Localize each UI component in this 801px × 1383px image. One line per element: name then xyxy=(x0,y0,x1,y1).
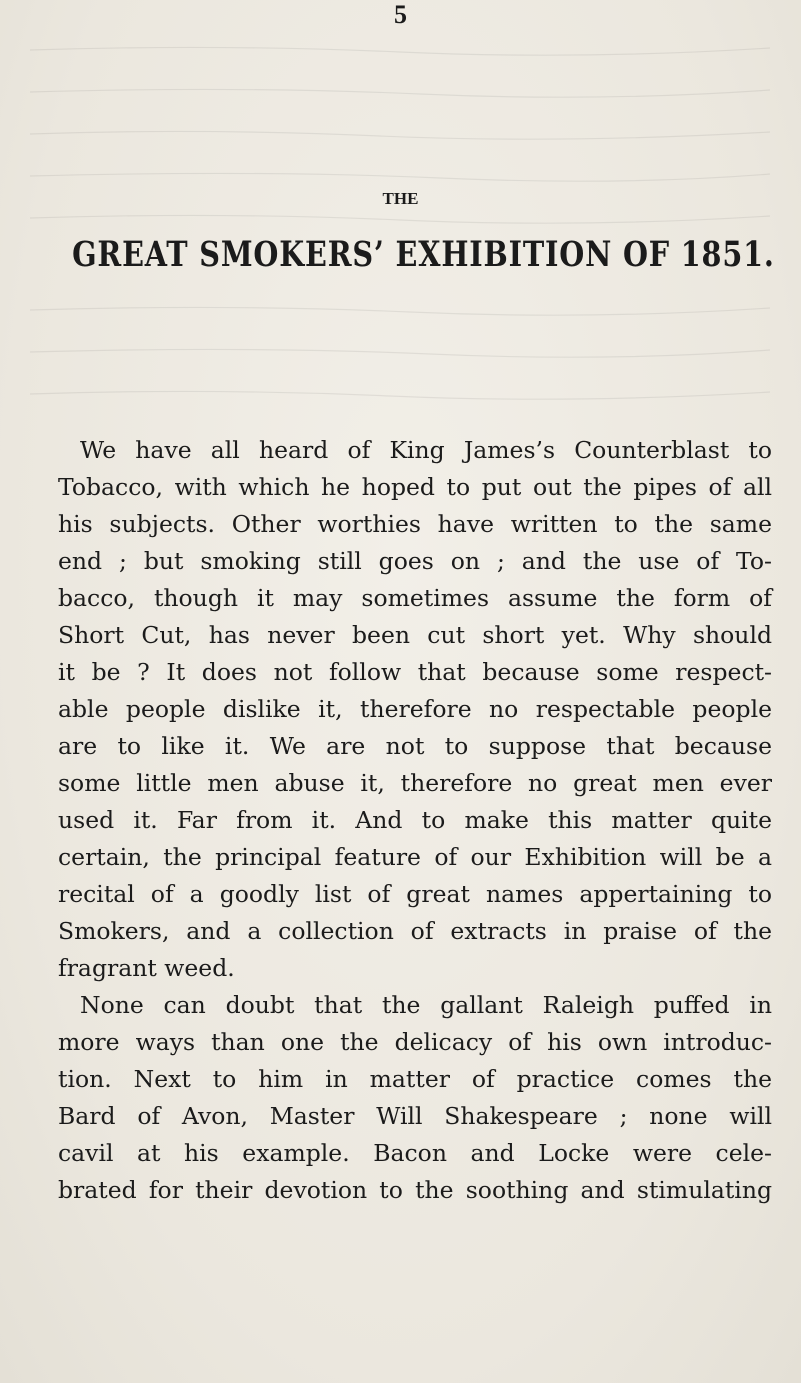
page-number: 5 xyxy=(394,0,407,29)
body-text xyxy=(58,432,772,1209)
text-line: fragrant weed. xyxy=(58,954,235,982)
text-line: his subjects. Other worthies have written to the same xyxy=(58,510,772,538)
heading-article: THE xyxy=(382,189,419,208)
chapter-heading: GREAT SMOKERS’ EXHIBITION OF 1851. xyxy=(72,234,775,275)
text-line: are to like it. We are not to suppose that because xyxy=(58,732,772,760)
text-line: more ways than one the delicacy of his own introduc- xyxy=(58,1028,772,1056)
text-line: bacco, though it may sometimes assume the form of xyxy=(58,584,772,612)
text-line: used it. Far from it. And to make this matter quite xyxy=(58,806,772,834)
text-line: end ; but smoking still goes on ; and the use of To- xyxy=(58,547,772,575)
text-line: None can doubt that the gallant Raleigh puffed in xyxy=(80,991,772,1019)
text-line: some little men abuse it, therefore no great men ever xyxy=(58,769,772,797)
text-line: Tobacco, with which he hoped to put out the pipes of all xyxy=(58,473,772,501)
text-line: certain, the principal feature of our Exhibition will be a xyxy=(58,843,772,871)
text-line: We have all heard of King James’s Counterblast to xyxy=(80,436,772,464)
paragraph xyxy=(58,987,772,1209)
text-line: Smokers, and a collection of extracts in praise of the xyxy=(58,917,772,945)
text-line: brated for their devotion to the soothing and stimulating xyxy=(58,1176,772,1204)
text-line: cavil at his example. Bacon and Locke were cele- xyxy=(58,1139,772,1167)
text-line: able people dislike it, therefore no respectable people xyxy=(58,695,772,723)
text-line: recital of a goodly list of great names appertaining to xyxy=(58,880,772,908)
paragraph xyxy=(58,432,772,987)
text-line: Short Cut, has never been cut short yet. Why should xyxy=(58,621,772,649)
text-line: tion. Next to him in matter of practice comes the xyxy=(58,1065,772,1093)
text-line: Bard of Avon, Master Will Shakespeare ; none will xyxy=(58,1102,772,1130)
text-line: it be ? It does not follow that because some respect- xyxy=(58,658,772,686)
